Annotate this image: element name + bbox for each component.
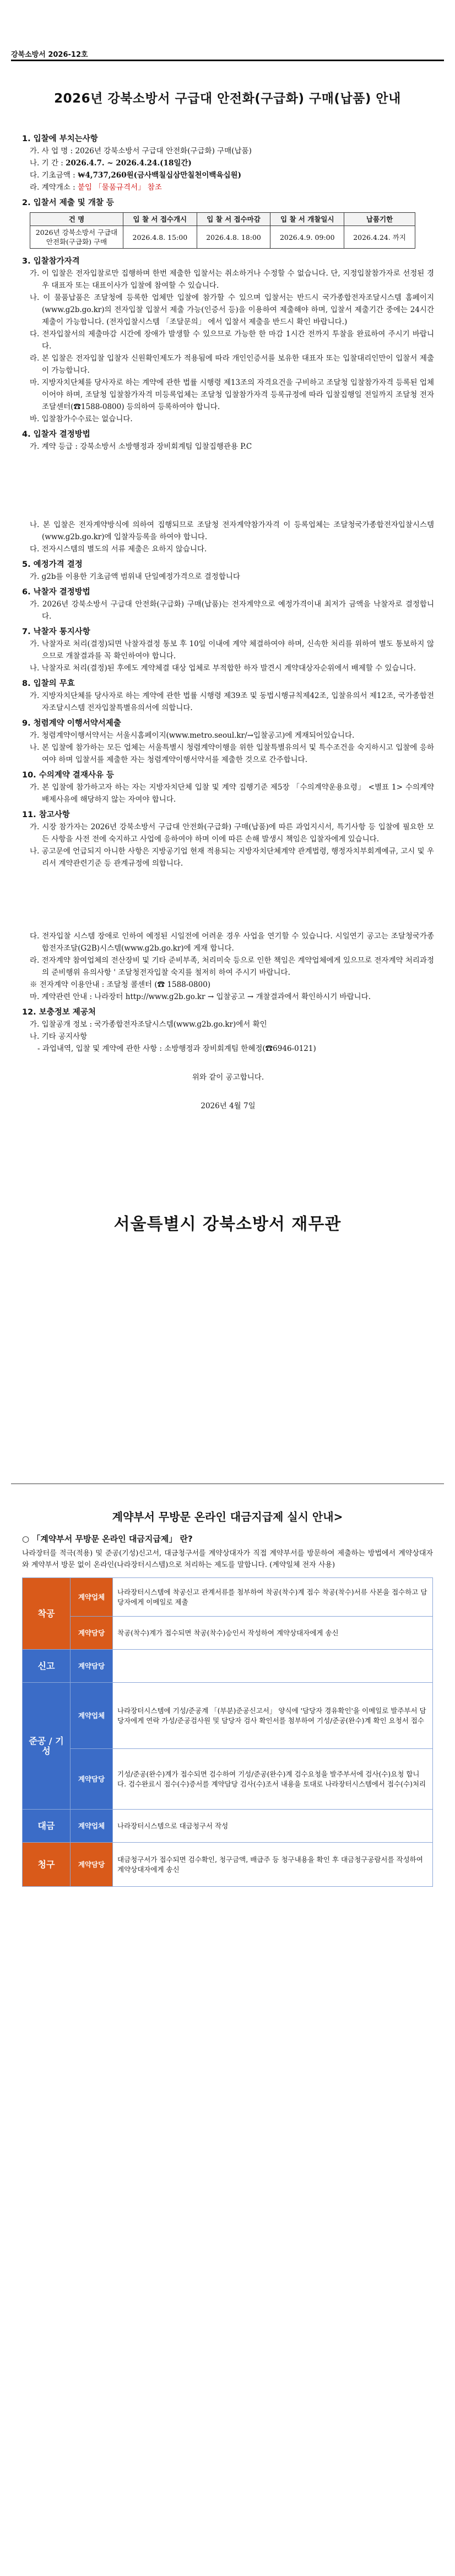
process-text: 대금청구서가 접수되면 검수확인, 청구금액, 배급주 등 청구내용을 확인 후 대금청구공람서를 작성하여 계약상대자에게 송신 [113, 1843, 433, 1887]
item-line: 가. 본 입찰에 참가하고자 하는 자는 지방자치단체 입찰 및 계약 집행기준 제5장 「수의계약운용요령」 <별표 1> 수의계약 배제사유에 해당하지 않는 자여야 합니다. [30, 783, 434, 804]
announcement-body [22, 130, 434, 1112]
item-line: 가. 낙찰자로 처리(결정)되면 낙찰자결정 통보 후 10일 이내에 계약 체결하여야 하며, 신속한 처리를 위하여 별도 통보하지 않으므로 개찰결과를 꼭 확인하여야 합니다. [30, 640, 434, 661]
notice-intro: 나라장터를 적극(적용) 및 준공(기성)신고서, 대금청구서를 계약상대자가 직접 계약부서를 방문하여 제출하는 방법에서 계약상대자와 계약부서 방문 없이 온라인(나라장터시스템)으로 처리하는 제도를 말합니다. (계약일체 전자 사용) [22, 1549, 433, 1569]
role-cell: 계약담당 [71, 1749, 113, 1810]
section-heading: 9. 청렴계약 이행서약서제출 [22, 719, 121, 728]
header-rule [11, 60, 444, 61]
table-header: 입 찰 서 접수마감 [197, 213, 270, 226]
item-line: 가. g2b를 이용한 기초금액 범위내 단일예정가격으로 결정합니다 [30, 572, 240, 581]
process-text: 나라장터시스템으로 대금청구서 작성 [113, 1810, 433, 1843]
table-header: 입 찰 서 개찰일시 [270, 213, 344, 226]
process-text: 기성/준공(완수)계가 접수되면 검수하여 기성/준공(완수)계 검수요청을 발주부서에 검사(수)요청 합니다. 검수완료시 접수(수)증서를 계약담당 검사(수)조서 내용을 토대로 나라장터시스템에서 접수(수)처리 [113, 1749, 433, 1810]
role-cell: 계약업체 [71, 1578, 113, 1617]
schedule-table [30, 212, 415, 249]
item-line: 가. 이 입찰은 전자입찰로만 집행하며 한번 제출한 입찰서는 취소하거나 수정할 수 없습니다. 단, 지정입찰참가자로 선정된 경우 대표자 또는 대표이사가 입찰에 참여할 수 있습니다. [30, 269, 434, 290]
process-text: 나라장터시스템에 착공신고 관계서류를 첨부하여 착공(착수)계 접수 착공(착수)서류 사본을 접수하고 담당자에게 이메일로 제출 [113, 1578, 433, 1617]
section-heading: 3. 입찰참가자격 [22, 257, 80, 266]
table-cell: 2026.4.9. 09:00 [270, 226, 344, 249]
table-header: 입 찰 서 접수개시 [123, 213, 197, 226]
item-line: 가. 지방자치단체를 당사자로 하는 계약에 관한 법률 시행령 제39조 및 동법시행규칙제42조, 입찰유의서 제12조, 국가종합전자조달시스템 전자입찰특별유의서에 의합니다. [30, 691, 434, 712]
role-cell: 계약업체 [71, 1683, 113, 1749]
stage-cell: 청구 [23, 1843, 71, 1887]
process-text [113, 1650, 433, 1683]
table-cell: 2026.4.24. 까지 [344, 226, 415, 249]
item-line: 가. 사 업 명 : 2026년 강북소방서 구급대 안전화(구급화) 구매(납품) [30, 147, 252, 155]
process-text: 나라장터시스템에 기성/준공계 「(부분)준공신고서」 양식에 '담당자 경유확인'을 이메일로 발주부서 담당자에게 연락 가성/준공검사원 및 담당자 검사 확인서를 첨부하여 기성/준공(완수)계 확인 요청서 접수 [113, 1683, 433, 1749]
section-heading: 11. 참고사항 [22, 811, 70, 819]
blank-space [22, 870, 434, 930]
notice-title: 계약부서 무방문 온라인 대금지급제 실시 안내> [112, 1510, 343, 1523]
table-header: 납품기한 [344, 213, 415, 226]
signature-line: 서울특별시 강북소방서 재무관 [113, 1215, 342, 1234]
stage-cell: 대금 [23, 1810, 71, 1843]
item-line: 나. 이 물품납품은 조달청에 등록한 업체만 입찰에 참가할 수 있으며 입찰서는 반드시 국가종합전자조달시스템 홈페이지(www.g2b.go.kr)의 전자입찰 입찰서 제출 가능(인증서 등)을 이용하여 제출해야 하며, 입찰서 제출기간 중에는 24시간 제출이 가능합니다. (전자입찰시스템 「조달문의」 에서 입찰서 제출을 반드시 확인 바랍니다.) [30, 293, 434, 326]
item-line: ※ 전자계약 이용안내 : 조달청 콜센터 (☎ 1588-0800) [30, 980, 210, 989]
item-line: 가. 계약 등급 : 강북소방서 소방행정과 장비회계팀 입찰집행관용 P.C [30, 442, 252, 451]
section-heading: 4. 입찰자 결정방법 [22, 430, 90, 439]
table-cell: 2026.4.8. 18:00 [197, 226, 270, 249]
payment-notice [22, 1508, 433, 1887]
section-divider [11, 1483, 444, 1484]
section-heading: 2. 입찰서 제출 및 개찰 등 [22, 198, 114, 207]
closing-text: 위와 같이 공고합니다. [192, 1073, 264, 1082]
item-line: 가. 시장 참가자는 2026년 강북소방서 구급대 안전화(구급화) 구매(납품)에 따른 과업지시서, 특기사항 등 입찰에 필요한 모든 사항을 사전 전에 숙지하고 사업에 응하여야 하며 이에 따른 손해 발생시 책임은 입찰자에게 있습니다. [30, 823, 434, 844]
item-line: 마. 계약관련 안내 : 나라장터 http://www.g2b.go.kr → 입찰공고 → 개찰결과에서 확인하시기 바랍니다. [30, 992, 371, 1001]
item-line: 가. 청렴계약이행서약서는 서울시홈페이지(www.metro.seoul.kr/→입찰공고)에 게재되어있습니다. [30, 731, 355, 740]
stage-cell: 신고 [23, 1650, 71, 1683]
item-line: 라. 본 입찰은 전자입찰 입찰자 신원확인제도가 적용됨에 따라 개인인증서를 보유한 대표자 또는 입찰대리인만이 입찰서 제출이 가능합니다. [30, 354, 434, 375]
stage-cell: 준공 / 기성 [23, 1683, 71, 1810]
role-cell: 계약담당 [71, 1617, 113, 1650]
role-cell: 계약업체 [71, 1810, 113, 1843]
item-line: 나. 공고문에 언급되지 아니한 사항은 지방공기업 현재 적용되는 지방자치단체계약 관계법령, 행정자치부회계예규, 고시 및 우리서 계약관련기준 등 관계규정에 의합니다. [30, 847, 434, 868]
process-table [22, 1577, 433, 1887]
item-line: 나. 본 입찰은 전자계약방식에 의하여 집행되므로 조달청 전자계약참가자격 이 등록업체는 조달청국가종합전자입찰시스템(www.g2b.go.kr)에 입찰자등록을 하여야 합니다. [30, 520, 434, 541]
announcement-date: 2026년 4월 7일 [201, 1102, 256, 1110]
role-cell: 계약담당 [71, 1650, 113, 1683]
item-line: 다. 전자입찰서의 제출마감 시간에 장애가 발생할 수 있으므로 가능한 한 마감 1시간 전까지 투찰을 완료하여 주시기 바랍니다. [30, 330, 434, 351]
process-text: 착공(착수)계가 접수되면 착공(착수)승인서 작성하여 계약상대자에게 송신 [113, 1617, 433, 1650]
item-line: 나. 기 간 : 2026.4.7. ~ 2026.4.24.(18일간) [30, 159, 192, 168]
notice-subtitle: ○ 「계약부서 무방문 온라인 대금지급제」 란? [22, 1534, 193, 1544]
item-line: 마. 지방자치단체를 당사자로 하는 계약에 관한 법률 시행령 제13조의 자격요건을 구비하고 조달청 입찰참가자격 등록된 업체이어야 하며, 조달청 입찰참가자격 미등록업체는 조달청 입찰참가자격 등록규정에 따라 입찰집행일 전일까지 조달청 전자조달센터(☎1588-0800) 등의하여 등록하여야 합니다. [30, 378, 434, 411]
item-line: 가. 2026년 강북소방서 구급대 안전화(구급화) 구매(납품)는 전자계약으로 예정가격이내 최저가 금액을 낙찰자로 결정합니다. [30, 600, 434, 621]
item-line: 다. 기초금액 : ₩4,737,260원(금사백칠십삼만칠천이백육십원) [30, 171, 241, 180]
section-heading: 1. 입찰에 부치는사항 [22, 135, 98, 143]
item-line: 다. 전자시스템의 별도의 서류 제출은 요하지 않습니다. [30, 545, 207, 554]
blank-space [22, 453, 434, 519]
item-line: 나. 낙찰자로 처리(결정)된 후에도 계약체결 대상 업체로 부적합한 하자 발견시 계약대상자순위에서 배제할 수 있습니다. [30, 664, 416, 673]
item-line: 라. 전자계약 참여업체의 전산장비 및 기타 준비부족, 처리미숙 등으로 인한 책임은 계약업체에게 있으므로 전자계약 처리과정의 준비행위 유의사항 ' 조달청전자입찰 숙지를 철저히 하여 주시기 바랍니다. [30, 956, 434, 977]
section-heading: 10. 수의계약 결재사유 등 [22, 771, 114, 780]
table-cell: 2026.4.8. 15:00 [123, 226, 197, 249]
section-heading: 5. 예정가격 결정 [22, 560, 83, 569]
stage-cell: 착공 [23, 1578, 71, 1650]
item-line: 나. 본 입찰에 참가하는 모든 업체는 서울특별시 청렴계약이행을 위한 입찰특별유의서 및 특수조건을 숙지하시고 입찰에 응하여야 하며 입찰서를 제출한 자는 청렴계약이행서약서를 제출한 것으로 간주합니다. [30, 743, 434, 764]
page-title: 2026년 강북소방서 구급대 안전화(구급화) 구매(납품) 안내 [54, 92, 401, 106]
item-line: 바. 입찰참가수수료는 없습니다. [30, 415, 133, 423]
item-line: 다. 전자입찰 시스템 장애로 인하여 예정된 시일전에 어려운 경우 사업을 연기할 수 있습니다. 시일연기 공고는 조달청국가종합전자조달(G2B)시스템(www.g2b.go.kr)에 게재 합니다. [30, 932, 434, 953]
document-number: 강북소방서 2026-12호 [11, 51, 88, 59]
section-heading: 12. 보충정보 제공처 [22, 1008, 96, 1017]
section-heading: 6. 낙찰자 결정방법 [22, 588, 90, 597]
role-cell: 계약담당 [71, 1843, 113, 1887]
item-line: - 과업내역, 입찰 및 계약에 관한 사항 : 소방행정과 장비회계팀 한혜정(☎6946-0121) [37, 1044, 316, 1053]
section-heading: 7. 낙찰자 통지사항 [22, 627, 90, 636]
table-header: 건 명 [30, 213, 123, 226]
item-line: 라. 계약개소 : 붙임 「물품규격서」 참조 [30, 183, 162, 192]
table-cell: 2026년 강북소방서 구급대 안전화(구급화) 구매 [30, 226, 123, 249]
item-line: 가. 입찰공개 정보 : 국가종합전자조달시스템(www.g2b.go.kr)에서 확인 [30, 1020, 267, 1029]
item-line: 나. 기타 공지사항 [30, 1032, 88, 1041]
section-heading: 8. 입찰의 무효 [22, 679, 75, 688]
